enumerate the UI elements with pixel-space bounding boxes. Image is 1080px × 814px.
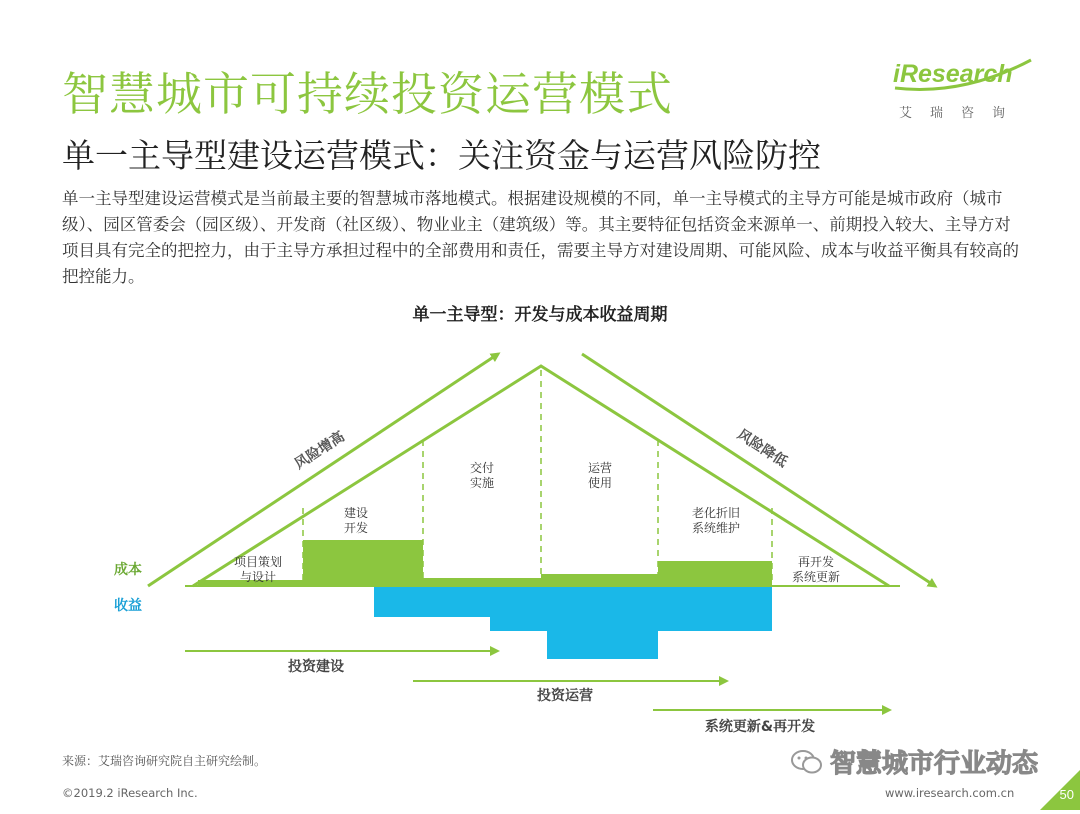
phase-invest-build-label: 投资建设 bbox=[288, 659, 344, 675]
stage-3-line2: 实施 bbox=[469, 476, 495, 490]
page-number: 50 bbox=[1059, 787, 1074, 802]
stage-1-line2: 与设计 bbox=[239, 570, 277, 584]
stage-4-line1: 运营 bbox=[587, 461, 613, 475]
footer-url: www.iresearch.com.cn bbox=[885, 786, 1015, 800]
wechat-icon bbox=[790, 748, 824, 776]
stage-6-line2: 系统更新 bbox=[791, 570, 841, 584]
risk-down-arrow bbox=[582, 354, 935, 586]
page-subtitle: 单一主导型建设运营模式：关注资金与运营风险防控 bbox=[62, 136, 821, 175]
iresearch-logo bbox=[893, 60, 1033, 120]
cost-bar-construction bbox=[303, 540, 423, 586]
risk-up-label: 风险增高 bbox=[291, 428, 348, 473]
risk-down-label: 风险降低 bbox=[734, 426, 791, 471]
cost-bar-operation bbox=[541, 574, 658, 586]
revenue-bar-delivery-b bbox=[490, 587, 548, 631]
cost-bar-delivery bbox=[423, 578, 541, 586]
stage-2-line2: 开发 bbox=[343, 521, 369, 535]
stage-3-line1: 交付 bbox=[469, 461, 495, 475]
cost-bars bbox=[198, 540, 772, 586]
source-note: 来源：艾瑞咨询研究院自主研究绘制。 bbox=[62, 754, 267, 768]
cost-revenue-cycle-diagram bbox=[0, 300, 1080, 740]
revenue-bar-maintenance bbox=[657, 587, 772, 631]
logo-brand: iResearch bbox=[893, 60, 1013, 88]
watermark bbox=[790, 743, 1038, 780]
cost-bar-maintenance bbox=[658, 561, 772, 586]
stage-6-line1: 再开发 bbox=[797, 555, 835, 569]
revenue-bar-delivery-a bbox=[374, 587, 491, 617]
phase-renewal-label: 系统更新&再开发 bbox=[704, 719, 816, 735]
cycle-triangle bbox=[193, 366, 889, 586]
logo-cn: 艾瑞咨询 bbox=[899, 106, 1024, 121]
watermark-text: 智慧城市行业动态 bbox=[830, 749, 1039, 779]
stage-5-line1: 老化折旧 bbox=[691, 506, 741, 520]
description-text: 单一主导型建设运营模式是当前最主要的智慧城市落地模式。根据建设规模的不同，单一主导模式的主导方可能是城市政府（城市级）、园区管委会（园区级）、开发商（社区级）、物业业主（建筑级）等。其主要特征包括资金来源单一、前期投入较大、主导方对项目具有完全的把控力，由于主导方承担过程中的全部费用和责任，需要主导方对建设周期、可能风险、成本与收益平衡具有较高的把控能力。 bbox=[62, 189, 1019, 286]
copyright: ©2019.2 iResearch Inc. bbox=[62, 786, 198, 800]
page-title: 智慧城市可持续投资运营模式 bbox=[62, 67, 673, 121]
diagram-title: 单一主导型：开发与成本收益周期 bbox=[412, 305, 668, 325]
stage-5-line2: 系统维护 bbox=[691, 521, 741, 535]
page-number-badge bbox=[1040, 770, 1080, 810]
revenue-bar-operation bbox=[547, 587, 658, 659]
stage-4-line2: 使用 bbox=[587, 476, 613, 490]
stage-1-line1: 项目策划 bbox=[233, 555, 283, 569]
phase-invest-operate-label: 投资运营 bbox=[537, 688, 593, 704]
cost-label: 成本 bbox=[114, 562, 142, 578]
revenue-label: 收益 bbox=[114, 598, 142, 614]
revenue-bars bbox=[374, 587, 772, 659]
stage-2-line1: 建设 bbox=[343, 506, 369, 520]
